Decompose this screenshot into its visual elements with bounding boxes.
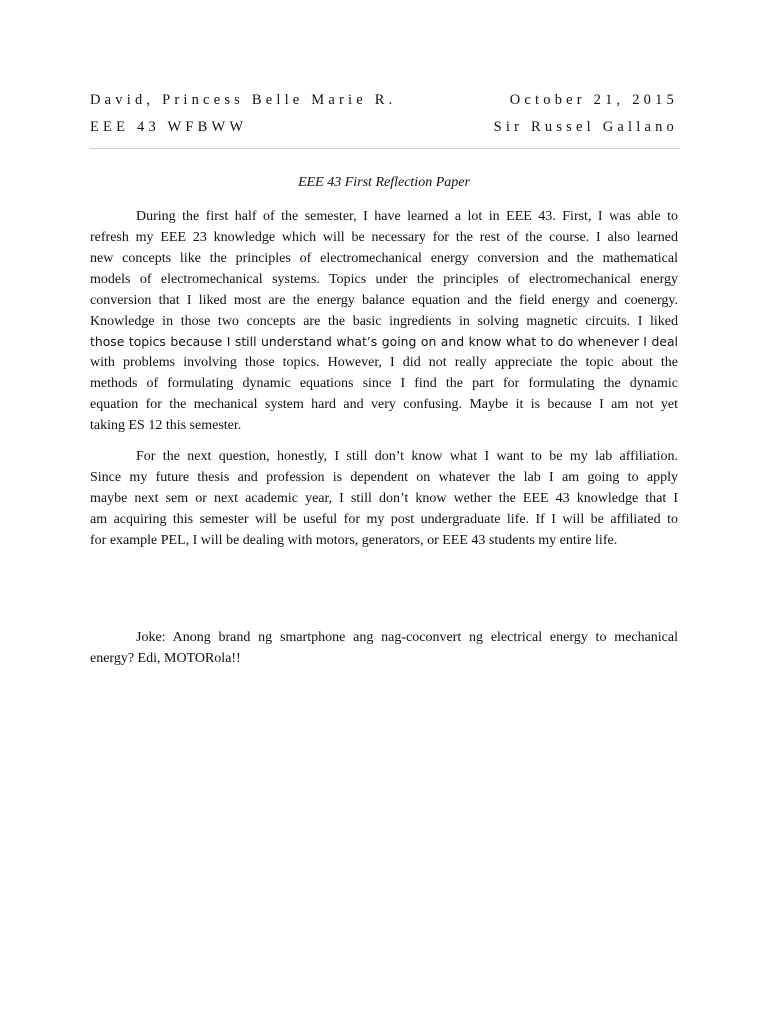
author-name: David, Princess Belle Marie R. (90, 92, 397, 108)
paragraph-line: taking ES 12 this semester. (90, 418, 242, 434)
joke-paragraph (90, 628, 678, 670)
paragraph-line: with problems involving those topics. However, I did not really appreciate the topic about the (90, 355, 678, 371)
paragraph-line: Since my future thesis and profession is dependent on whatever the lab I am going to apply (90, 469, 678, 485)
paragraph-line: am acquiring this semester will be useful for my post undergraduate life. If I will be affiliated to (90, 511, 678, 527)
header-row-1 (90, 92, 678, 109)
paragraph-line: models of electromechanical systems. Topics under the principles of electromechanical energy (90, 271, 678, 287)
paragraph-line: equation for the mechanical system hard and very confusing. Maybe it is because I am not yet (90, 397, 678, 413)
paragraph-line: Joke: Anong brand ng smartphone ang nag-coconvert ng electrical energy to mechanical (136, 630, 678, 645)
paragraph-line: energy? Edi, MOTORola!! (90, 650, 241, 666)
paragraph-line: For the next question, honestly, I still don’t know what I want to be my lab affiliation. (136, 449, 678, 464)
paragraph-line: for example PEL, I will be dealing with motors, generators, or EEE 43 students my entire life. (90, 532, 618, 548)
course-section: EEE 43 WFBWW (90, 119, 248, 135)
paragraph-line: those topics because I still understand what’s going on and know what to do whenever I deal (90, 334, 678, 350)
paragraph-1 (90, 207, 678, 437)
paper-title: EEE 43 First Reflection Paper (298, 175, 470, 190)
paragraph-line: conversion that I liked most are the energy balance equation and the field energy and coenergy. (90, 292, 678, 308)
header-row-2 (90, 119, 678, 136)
paper-date: October 21, 2015 (509, 92, 678, 108)
paragraph-line: new concepts like the principles of electromechanical energy conversion and the mathematical (90, 250, 678, 266)
instructor-name: Sir Russel Gallano (493, 119, 678, 135)
paragraph-line: methods of formulating dynamic equations since I find the part for formulating the dynamic (90, 376, 678, 392)
paragraph-line: refresh my EEE 23 knowledge which will be necessary for the rest of the course. I also learned (90, 229, 678, 245)
header-divider (90, 148, 680, 149)
paragraph-line: Knowledge in those two concepts are the basic ingredients in solving magnetic circuits. I liked (90, 313, 678, 329)
paragraph-line: During the first half of the semester, I have learned a lot in EEE 43. First, I was able to (136, 209, 678, 224)
paragraph-line: maybe next sem or next academic year, I still don’t know wether the EEE 43 knowledge that I (90, 490, 678, 506)
paragraph-2 (90, 447, 678, 552)
